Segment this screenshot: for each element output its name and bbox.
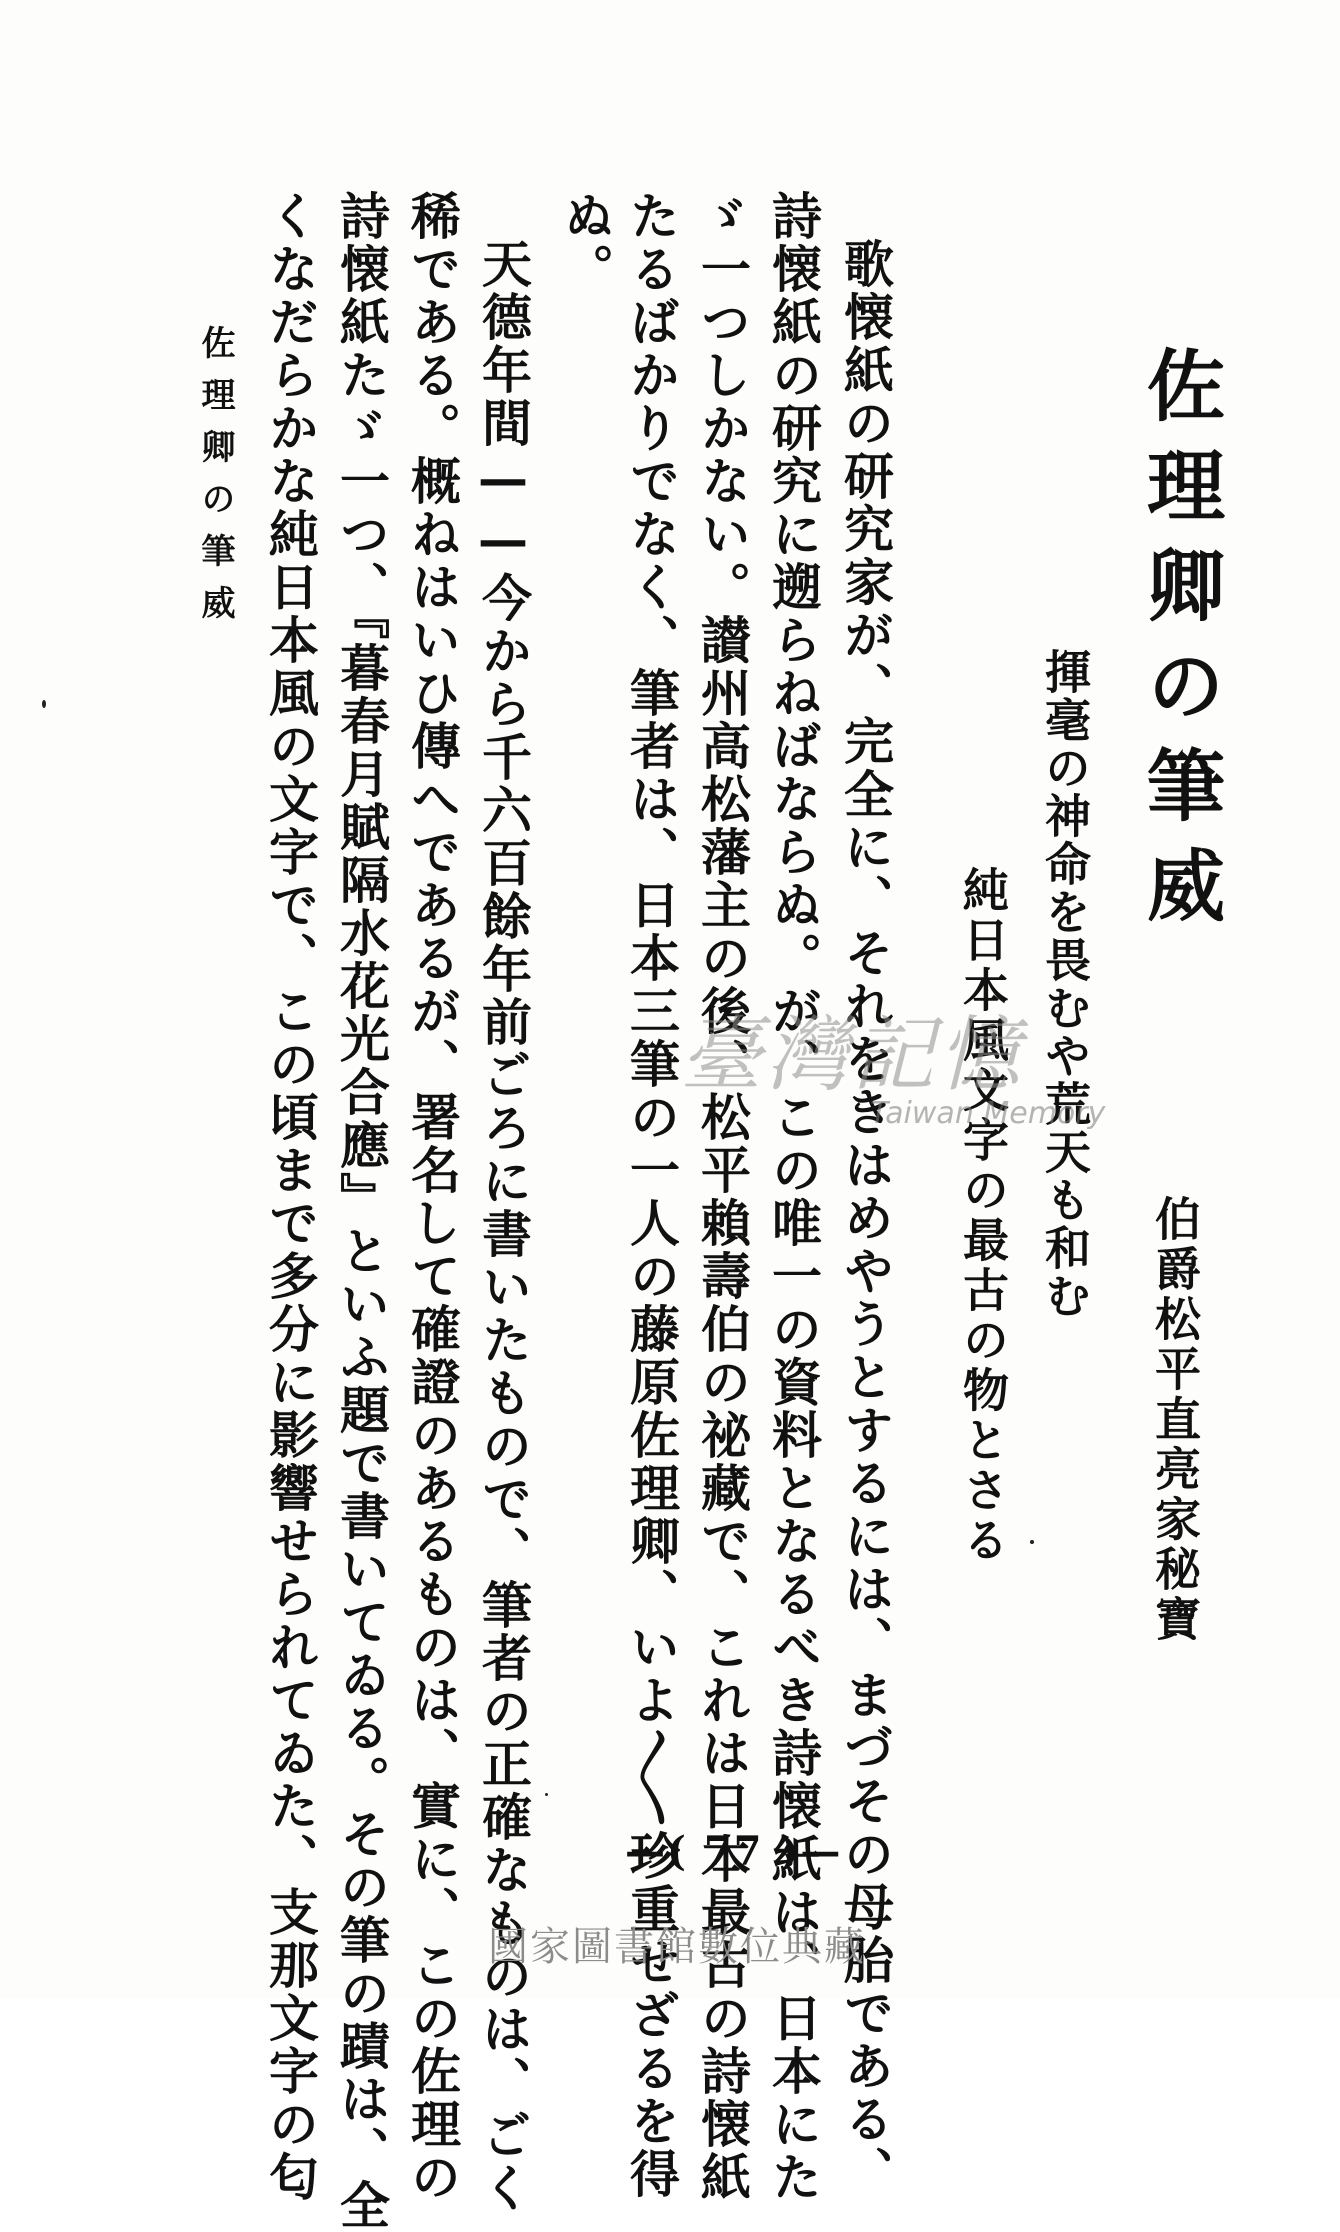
running-head: 佐理卿の筆威 [195,325,235,637]
article-author: 伯爵松平直亮家秘寶 [1148,1195,1202,1645]
body-line: たるばかりでなく、筆者は、日本三筆の一人の藤原佐理卿、いよ〳〵珍重せざるを得 [622,190,680,2201]
scan-speck [42,700,46,708]
body-line: 詩懐紙の研究に遡らねばならぬ。が、この唯一の資料となるべき詩懐紙は、日本にた [764,190,822,2204]
scan-speck [1030,1540,1034,1544]
scan-speck [545,1793,548,1796]
body-line: 天德年間——今から千六百餘年前ごろに書いたもので、筆者の正確なものは、ごく [474,238,532,2215]
article-title: 佐理卿の筆威 [1134,345,1224,945]
watermark-chinese: 臺灣記憶 [680,1008,1024,1103]
body-line: 稀である。概ねはいひ傳へであるが、署名して確證のあるものは、實に、この佐理の [403,190,461,2204]
library-footer: 國家圖書館數位典藏 [488,1924,866,1970]
body-line: 詩懐紙たゞ一つ、『暮春月賦隔水花光合應』といふ題で書いてゐる。その筆の蹟は、全 [332,190,390,2232]
body-line: くなだらかな純日本風の文字で、この頃まで多分に影響せられてゐた、支那文字の匂 [261,190,319,2204]
body-line: ゞ一つしかない。讃州高松藩主の後、松平賴壽伯の祕藏で、これは日本最古の詩懐紙 [693,190,751,2204]
subtitle-1: 揮毫の神命を畏むや荒天も和む [1038,648,1092,1320]
body-line: ぬ。 [556,190,614,296]
watermark-english: Taiwan Memory [870,1096,1106,1131]
page-number: —( 77 )— [625,1828,843,1875]
body-line: 歌懐紙の研究家が、完全に、それをきはめやうとするには、まづその母胎である、 [836,238,894,2199]
watermark [680,1008,1110,1145]
subtitle-2: 純日本風文字の最古の物とさる [956,866,1010,1566]
